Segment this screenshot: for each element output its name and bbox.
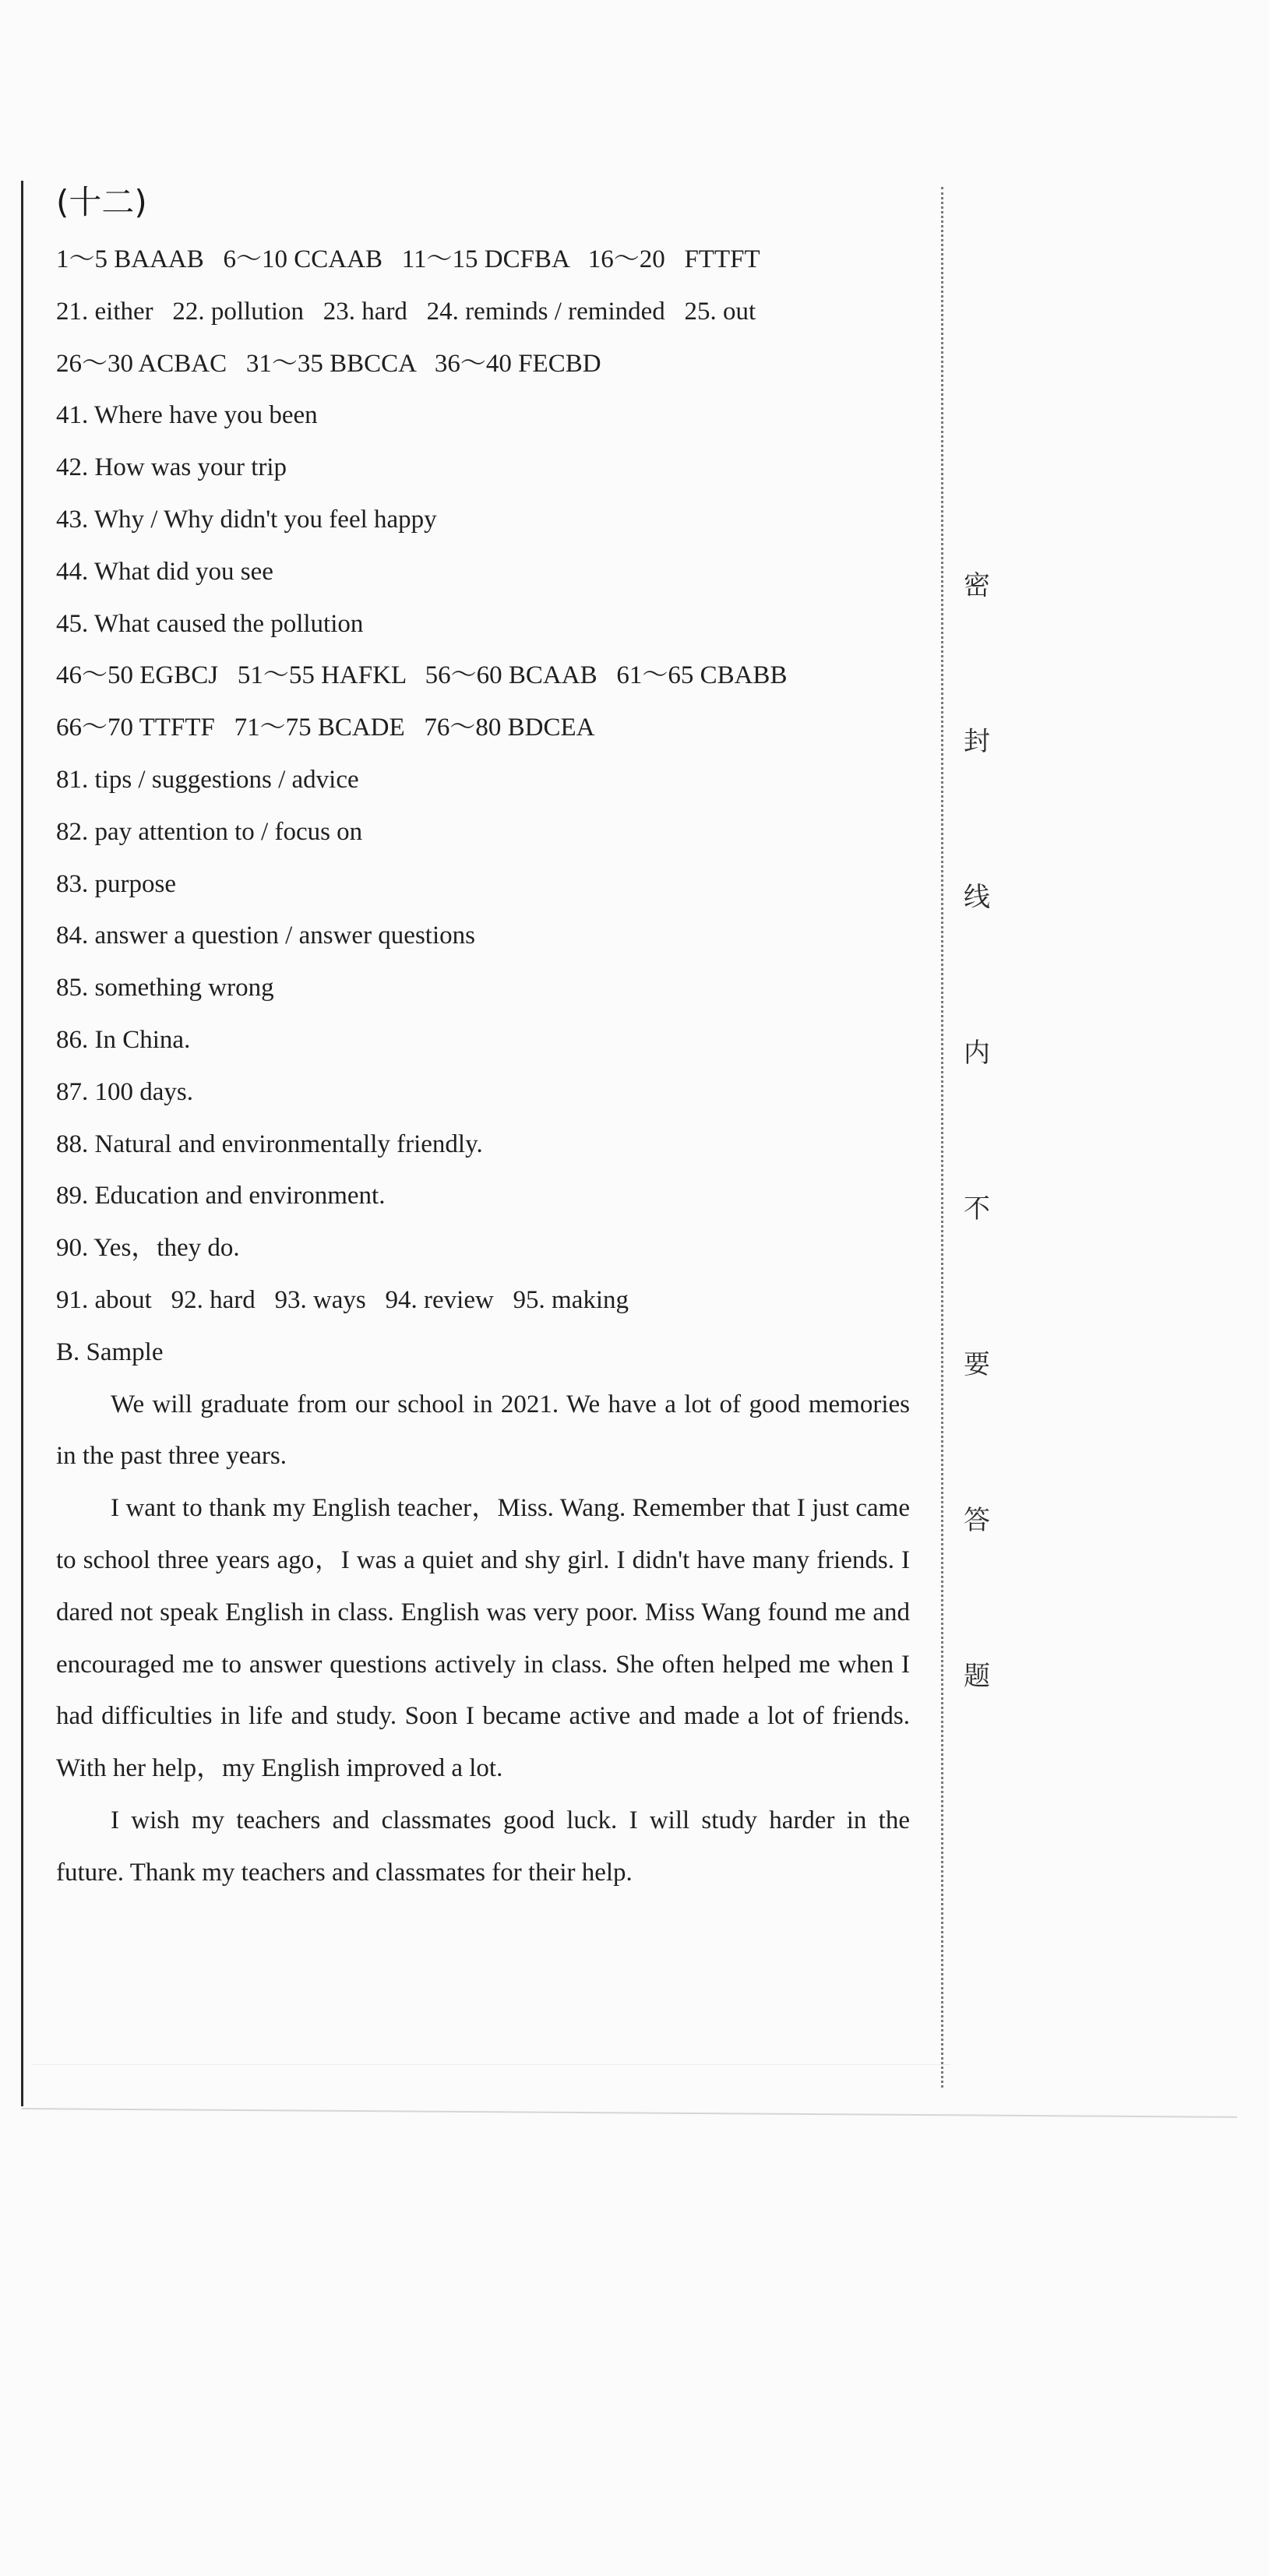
seal-dotted-line [941, 187, 943, 2088]
seal-char: 不 [964, 1193, 990, 1225]
seal-char: 答 [964, 1505, 990, 1536]
answer-line: 66～70 TTFTF 71～75 BCADE 76～80 BDCEA [56, 714, 595, 742]
answer-line: 21. either 22. pollution 23. hard 24. reminds / reminded 25. out [56, 297, 756, 326]
answer-line: 44. What did you see [56, 557, 273, 586]
answer-line: 84. answer a question / answer questions [56, 922, 475, 950]
answer-line: 1～5 BAAAB 6～10 CCAAB 11～15 DCFBA 16～20 FTTFT [56, 245, 760, 273]
bottom-edge-rule [22, 2108, 1237, 2118]
answer-line: 91. about 92. hard 93. ways 94. review 95. making [56, 1285, 629, 1314]
answer-line: 82. pay attention to / focus on [56, 817, 363, 846]
seal-char: 封 [964, 726, 990, 757]
essay-paragraph: I wish my teachers and classmates good luck. I will study harder in the future. Thank my teachers and classmates for their help. [56, 1806, 910, 1887]
answer-line: 43. Why / Why didn't you feel happy [56, 505, 437, 534]
essay-paragraph: I want to thank my English teacher，Miss. Wang. Remember that I just came to school three years ago，I was a quiet and shy girl. I didn't have many friends. I dared not speak English in class. English was very poor. Miss Wang found me and encouraged me to answer questions actively in class. She often helped me when I had difficulties in life and study. Soon I became active and made a lot of friends. With her help，my English improved a lot. [56, 1494, 910, 1783]
answer-line: 89. Education and environment. [56, 1182, 386, 1210]
answer-line: 81. tips / suggestions / advice [56, 765, 359, 794]
answer-line: 90. Yes，they do. [56, 1234, 240, 1263]
answer-line: 85. something wrong [56, 974, 274, 1003]
answer-line: 45. What caused the pollution [56, 609, 364, 638]
section-title: (十二) [56, 183, 147, 221]
seal-char: 内 [964, 1038, 990, 1069]
left-margin-rule [21, 181, 23, 2106]
answer-line: 87. 100 days. [56, 1077, 193, 1106]
seal-char: 题 [964, 1661, 990, 1692]
essay-paragraph: We will graduate from our school in 2021. We have a lot of good memories in the past three years. [56, 1390, 910, 1471]
answer-line: 26～30 ACBAC 31～35 BBCCA 36～40 FECBD [56, 349, 601, 378]
sample-heading: B. Sample [56, 1337, 164, 1366]
answer-line: 42. How was your trip [56, 453, 287, 482]
seal-char: 密 [964, 570, 990, 601]
faint-divider [31, 2064, 950, 2065]
answer-line: 83. purpose [56, 869, 176, 898]
answer-line: 88. Natural and environmentally friendly. [56, 1129, 483, 1158]
seal-char: 线 [964, 882, 990, 913]
answer-line: 41. Where have you been [56, 401, 318, 430]
answer-line: 46～50 EGBCJ 51～55 HAFKL 56～60 BCAAB 61～65 CBABB [56, 661, 788, 690]
seal-char: 要 [964, 1349, 990, 1380]
answer-line: 86. In China. [56, 1025, 191, 1054]
seal-line-notice [957, 570, 997, 1819]
answer-key-content [56, 178, 910, 1899]
